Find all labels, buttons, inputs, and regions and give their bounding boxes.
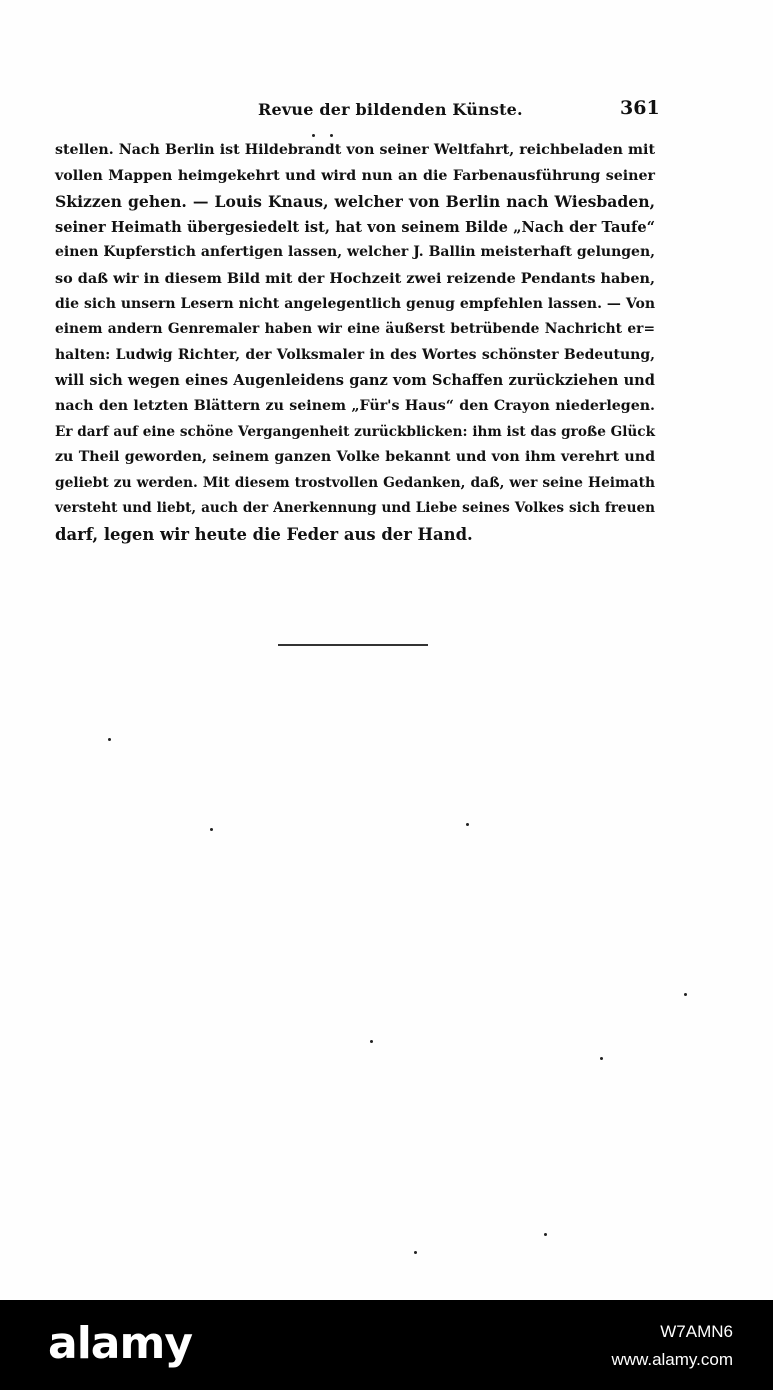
text-line: einem andern Genremaler haben wir eine äußerst betrübende Nachricht er= — [55, 321, 655, 338]
text-line: Er darf auf eine schöne Vergangenheit zurückblicken: ihm ist das große Glück — [55, 423, 655, 440]
text-line: versteht und liebt, auch der Anerkennung und Liebe seines Volkes sich freuen — [55, 500, 655, 517]
text-line: zu Theil geworden, seinem ganzen Volke bekannt und von ihm verehrt und — [55, 449, 655, 466]
scan-speck — [312, 134, 315, 137]
body-text — [55, 138, 655, 548]
text-line: will sich wegen eines Augenleidens ganz vom Schaffen zurückziehen und — [55, 372, 655, 390]
text-line: stellen. Nach Berlin ist Hildebrandt von seiner Weltfahrt, reichbeladen mit — [55, 142, 655, 158]
scan-speck — [684, 993, 687, 996]
text-line: darf, legen wir heute die Feder aus der Hand. — [55, 524, 473, 544]
scan-speck — [108, 738, 111, 741]
text-line: vollen Mappen heimgekehrt und wird nun an die Farbenausführung seiner — [55, 167, 655, 184]
text-line: halten: Ludwig Richter, der Volksmaler in des Wortes schönster Bedeutung, — [55, 346, 655, 363]
running-head: Revue der bildenden Künste. — [258, 100, 523, 119]
text-line: Skizzen gehen. — Louis Knaus, welcher von Berlin nach Wiesbaden, — [55, 192, 655, 212]
text-line: seiner Heimath übergesiedelt ist, hat von seinem Bilde „Nach der Taufe“ — [55, 218, 655, 236]
image-id: W7AMN6 — [660, 1322, 733, 1341]
text-line: geliebt zu werden. Mit diesem trostvollen Gedanken, daß, wer seine Heimath — [55, 474, 655, 491]
text-line: einen Kupferstich anfertigen lassen, welcher J. Ballin meisterhaft gelungen, — [55, 244, 655, 261]
site-url: www.alamy.com — [611, 1350, 733, 1369]
text-line: die sich unsern Lesern nicht angelegentlich genug empfehlen lassen. — Von — [55, 295, 655, 312]
text-line: nach den letzten Blättern zu seinem „Für's Haus“ den Crayon niederlegen. — [55, 397, 655, 414]
page-number: 361 — [620, 97, 660, 119]
scan-speck — [330, 134, 333, 137]
scan-speck — [600, 1057, 603, 1060]
section-rule — [278, 644, 428, 646]
scan-speck — [466, 823, 469, 826]
scan-speck — [210, 828, 213, 831]
watermark-footer — [0, 1300, 773, 1390]
text-line: so daß wir in diesem Bild mit der Hochzeit zwei reizende Pendants haben, — [55, 269, 655, 287]
scan-speck — [370, 1040, 373, 1043]
scan-speck — [414, 1251, 417, 1254]
scan-speck — [544, 1233, 547, 1236]
alamy-logo: alamy — [48, 1318, 192, 1369]
